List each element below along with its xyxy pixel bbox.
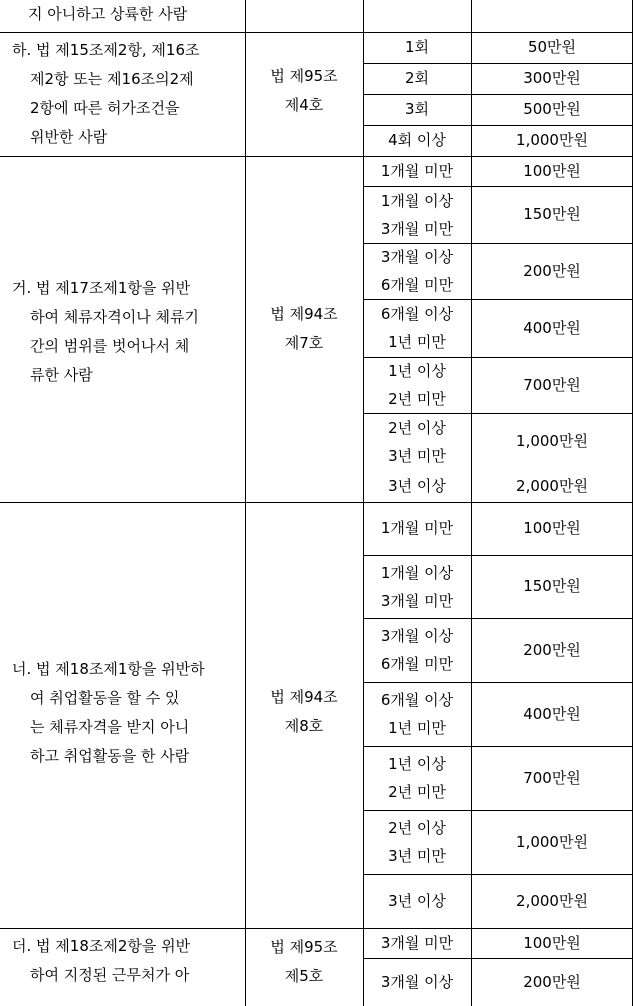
fine-amount-value: 150만원 — [523, 577, 581, 595]
fine-amount-value: 150만원 — [523, 205, 581, 223]
fine-amount — [471, 682, 633, 746]
violation-description-line: 하고 취업활동을 한 사람 — [30, 747, 190, 765]
violation-period-line: 1개월 이상 — [380, 191, 454, 210]
law-reference — [245, 300, 363, 358]
violation-period-line: 3개월 이상 — [380, 972, 454, 991]
law-reference — [245, 933, 363, 991]
fine-amount — [471, 63, 633, 94]
fine-amount — [471, 0, 633, 32]
fine-amount-value: 500만원 — [523, 100, 581, 118]
violation-description-line: 하여 지정된 근무처가 아 — [30, 966, 190, 984]
law-reference-line: 제8호 — [284, 717, 324, 735]
fine-amount-value: 100만원 — [523, 933, 581, 952]
violation-period — [363, 63, 471, 94]
fine-amount-value: 400만원 — [523, 318, 581, 337]
violation-period — [363, 299, 471, 357]
violation-period-line: 2년 이상 — [388, 819, 446, 837]
violation-period-line-block — [381, 686, 453, 742]
violation-period — [363, 958, 471, 1006]
violation-description-line: 너. 법 제18조제1항을 위반하 — [12, 660, 205, 678]
fine-amount — [471, 874, 633, 928]
fine-amount — [471, 156, 633, 186]
fine-amount-value: 700만원 — [523, 768, 581, 787]
violation-description-line: 류한 사람 — [30, 366, 93, 384]
violation-description-line: 거. 법 제17조제1항을 위반 — [12, 279, 191, 297]
violation-period — [363, 618, 471, 682]
violation-period-line-block — [388, 357, 446, 413]
fine-amount — [471, 928, 633, 958]
violation-period-line: 1회 — [404, 38, 430, 56]
violation-period-line: 1년 이상 — [388, 362, 446, 380]
fine-amount-value: 200만원 — [523, 972, 581, 991]
fine-amount — [471, 32, 633, 63]
violation-period-line-block — [405, 33, 429, 62]
violation-period-line-block — [381, 243, 453, 299]
violation-period-line: 2회 — [404, 69, 430, 87]
violation-period-line: 3년 미만 — [388, 446, 446, 465]
violation-period — [363, 125, 471, 156]
violation-period-line: 3년 이상 — [388, 891, 446, 910]
violation-period-line-block — [405, 64, 429, 93]
violation-description-line: 하여 체류자격이나 체류기 — [30, 308, 199, 326]
violation-period-line-block — [381, 622, 453, 678]
fine-amount — [471, 810, 633, 874]
violation-period-line-block — [381, 157, 453, 186]
fine-amount-value: 200만원 — [523, 261, 581, 280]
violation-period-line-block — [405, 95, 429, 124]
fine-amount-value: 100만원 — [523, 161, 581, 180]
violation-description-line: 여 취업활동을 할 수 있 — [30, 689, 180, 707]
violation-period — [363, 156, 471, 186]
fine-amount-value: 300만원 — [523, 69, 581, 87]
violation-period-line: 6개월 미만 — [380, 655, 454, 673]
violation-period-line-block — [388, 126, 446, 155]
fine-amount — [471, 299, 633, 357]
fine-amount — [471, 618, 633, 682]
violation-description-line: 제2항 또는 제16조의2제 — [30, 70, 194, 88]
violation-period-line-block — [381, 187, 453, 243]
fine-amount — [471, 94, 633, 125]
law-reference-line-block — [245, 933, 363, 991]
fine-amount-value: 50만원 — [527, 38, 577, 56]
fine-amount — [471, 502, 633, 555]
violation-period-line: 1개월 이상 — [380, 563, 454, 582]
law-reference-line: 법 제94조 — [270, 305, 338, 323]
fine-amount — [471, 243, 633, 299]
violation-period-line: 3개월 이상 — [380, 627, 454, 645]
violation-period-line: 3개월 미만 — [380, 933, 454, 952]
violation-description-line: 지 아니하고 상륙한 사람 — [28, 5, 188, 23]
violation-period-line: 2년 미만 — [388, 783, 446, 801]
fine-amount-value: 2,000만원 — [516, 891, 588, 910]
violation-period-line: 1년 미만 — [388, 333, 446, 351]
fine-amount — [471, 470, 633, 502]
violation-period-line-block — [381, 929, 453, 958]
violation-period — [363, 810, 471, 874]
violation-period-line-block — [388, 887, 446, 916]
fine-amount — [471, 746, 633, 810]
law-reference-line-block — [245, 300, 363, 358]
violation-period — [363, 186, 471, 243]
violation-period-line: 1년 이상 — [388, 755, 446, 773]
violation-description-line: 하. 법 제15조제2항, 제16조 — [12, 41, 200, 59]
violation-period-line-block — [388, 472, 446, 501]
fine-amount — [471, 958, 633, 1006]
violation-description-line: 더. 법 제18조제2항을 위반 — [12, 937, 191, 955]
law-reference — [245, 683, 363, 741]
violation-period-line-block — [381, 300, 453, 356]
violation-description-line: 는 체류자격을 받지 아니 — [30, 718, 190, 736]
fine-amount-value: 1,000만원 — [516, 131, 588, 149]
law-reference-line: 법 제94조 — [270, 688, 338, 706]
violation-period — [363, 470, 471, 502]
fine-amount — [471, 413, 633, 470]
violation-period — [363, 94, 471, 125]
violation-period-line: 3개월 미만 — [380, 591, 454, 610]
law-reference — [245, 62, 363, 120]
violation-period — [363, 555, 471, 618]
fine-amount-value: 700만원 — [523, 375, 581, 394]
violation-period-line: 6개월 미만 — [380, 276, 454, 294]
fine-amount-value: 2,000만원 — [516, 476, 588, 495]
violation-period — [363, 413, 471, 470]
violation-period — [363, 32, 471, 63]
violation-period — [363, 682, 471, 746]
violation-period-line: 3개월 미만 — [380, 219, 454, 238]
violation-period — [363, 874, 471, 928]
violation-period-line: 3년 이상 — [388, 476, 446, 495]
violation-period-line: 3년 미만 — [388, 847, 446, 865]
fine-amount — [471, 125, 633, 156]
fine-amount — [471, 186, 633, 243]
violation-period-line-block — [381, 968, 453, 997]
fine-amount-value: 1,000만원 — [516, 432, 588, 450]
violation-period — [363, 928, 471, 958]
violation-period-line-block — [388, 414, 446, 470]
violation-period-line: 3개월 이상 — [380, 248, 454, 266]
violation-period — [363, 243, 471, 299]
law-reference-line: 법 제95조 — [270, 938, 338, 956]
fine-amount — [471, 357, 633, 413]
law-reference-line: 제4호 — [284, 96, 324, 114]
violation-period — [363, 0, 471, 32]
law-reference-line: 제7호 — [284, 334, 324, 352]
law-reference-line: 법 제95조 — [270, 67, 338, 85]
fine-amount-value: 400만원 — [523, 704, 581, 723]
violation-description-line: 간의 범위를 벗어나서 체 — [30, 337, 190, 355]
violation-period-line-block — [381, 559, 453, 615]
violation-period-line: 6개월 이상 — [380, 305, 454, 323]
violation-period — [363, 357, 471, 413]
violation-period-line: 1개월 미만 — [380, 519, 454, 537]
violation-description-line: 2항에 따른 허가조건을 — [30, 99, 180, 117]
violation-period-line-block — [388, 814, 446, 870]
violation-period-line: 6개월 이상 — [380, 691, 454, 709]
violation-period-line-block — [381, 514, 453, 543]
violation-period-line-block — [388, 750, 446, 806]
fine-amount-value: 200만원 — [523, 640, 581, 659]
violation-period-line: 2년 이상 — [388, 418, 446, 437]
violation-period — [363, 746, 471, 810]
violation-period-line: 1년 미만 — [388, 719, 446, 737]
fine-amount-value: 100만원 — [523, 519, 581, 537]
violation-period-line: 3회 — [404, 100, 430, 118]
violation-period-line: 1개월 미만 — [380, 161, 454, 180]
violation-description-line: 위반한 사람 — [30, 128, 108, 146]
law-reference-line-block — [245, 62, 363, 120]
violation-period-line: 4회 이상 — [388, 131, 446, 149]
table-column-rule — [245, 0, 246, 1006]
law-reference-line: 제5호 — [284, 967, 324, 985]
law-reference-line-block — [245, 683, 363, 741]
table-column-rule — [363, 0, 364, 1006]
table-column-rule — [471, 0, 472, 1006]
violation-period-line: 2년 미만 — [388, 390, 446, 408]
fine-amount-value: 1,000만원 — [516, 832, 588, 851]
fine-amount — [471, 555, 633, 618]
violation-period — [363, 502, 471, 555]
